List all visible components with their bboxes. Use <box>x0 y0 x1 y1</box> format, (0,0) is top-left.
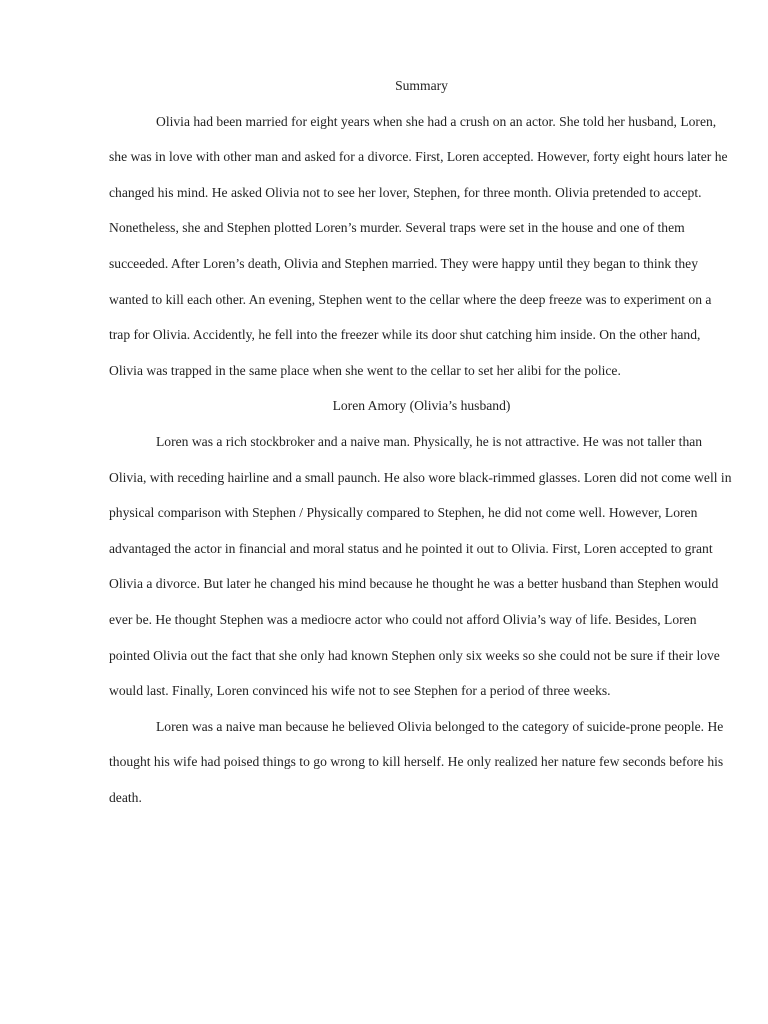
loren-paragraph-2: Loren was a naive man because he believed Olivia belonged to the category of suicide-prone people. He thought his wife had poised things to go wrong to kill herself. He only realized her nature few seconds before his death. <box>109 718 724 805</box>
summary-paragraph: Olivia had been married for eight years when she had a crush on an actor. She told her husband, Loren, she was in love with other man and asked for a divorce. First, Loren accepted. However, forty eight hours later he changed his mind. He asked Olivia not to see her lover, Stephen, for three month. Olivia pretended to accept. Nonetheless, she and Stephen plotted Loren’s murder. Several traps were set in the house and one of them succeeded. After Loren’s death, Olivia and Stephen married. They were happy until they began to think they wanted to kill each other. An evening, Stephen went to the cellar where the deep freeze was to experiment on a trap for Olivia. Accidently, he fell into the freezer while its door shut catching him inside. On the other hand, Olivia was trapped in the same place when she went to the cellar to set her alibi for the police. <box>109 113 728 378</box>
document-body <box>109 68 734 815</box>
loren-amory-heading: Loren Amory (Olivia’s husband) <box>332 398 511 414</box>
summary-heading: Summary <box>395 78 448 93</box>
loren-paragraph-1: Loren was a rich stockbroker and a naive man. Physically, he is not attractive. He was not taller than Olivia, with receding hairline and a small paunch. He also wore black-rimmed glasses. Loren did not come well in physical comparison with Stephen / Physically compared to Stephen, he did not come well. However, Loren advantaged the actor in financial and moral status and he pointed it out to Olivia. First, Loren accepted to grant Olivia a divorce. But later he changed his mind because he thought he was a better husband than Stephen would ever be. He thought Stephen was a mediocre actor who could not afford Olivia’s way of life. Besides, Loren pointed Olivia out the fact that she only had known Stephen only six weeks so she could not be sure if their love would last. Finally, Loren convinced his wife not to see Stephen for a period of three weeks. <box>109 433 732 699</box>
